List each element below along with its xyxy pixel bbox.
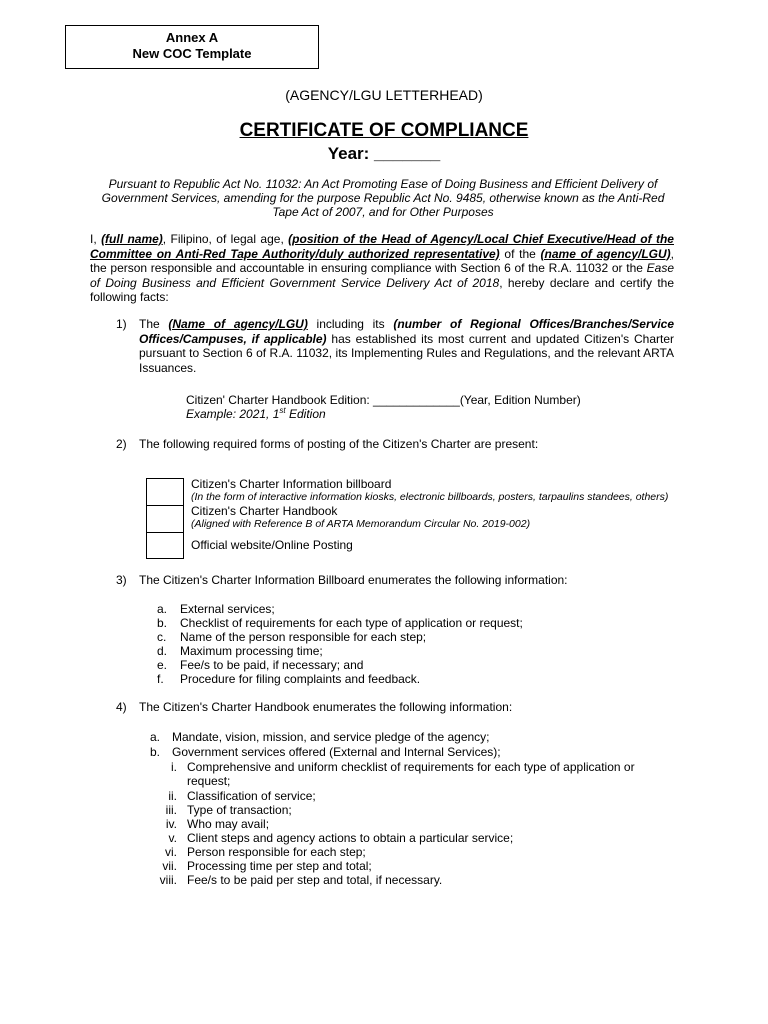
handbook-example xyxy=(186,407,326,421)
declaration-paragraph xyxy=(90,232,674,305)
declaration-text: , hereby declare and certify the following facts: xyxy=(90,275,674,304)
list-item: Name of the person responsible for each step; xyxy=(180,630,427,644)
sublist-item: Who may avail; xyxy=(187,817,270,831)
item-3-text: The Citizen's Charter Information Billboard enumerates the following information: xyxy=(139,573,568,587)
list-letter: a. xyxy=(157,602,168,616)
list-letter: e. xyxy=(157,658,168,672)
roman-numeral: i. xyxy=(171,760,177,774)
item-1-text-part: has established its most current and updated Citizen's Charter pursuant to Section 6 of R.A. 11032, its Implementing Rules and Regulations, and the relevant ARTA Issuances. xyxy=(139,331,674,375)
annex-label: Annex A xyxy=(165,30,219,45)
handbook-option-note: (Aligned with Reference B of ARTA Memorandum Circular No. 2019-002) xyxy=(191,518,531,530)
item-number: 4) xyxy=(116,700,127,714)
annex-box xyxy=(65,25,319,69)
list-item: Government services offered (External and Internal Services); xyxy=(172,745,501,759)
example-text: Edition xyxy=(285,407,326,421)
sublist-item: Client steps and agency actions to obtain a particular service; xyxy=(187,831,514,845)
item-number: 2) xyxy=(116,437,127,451)
sublist-item: Person responsible for each step; xyxy=(187,845,366,859)
page-title: CERTIFICATE OF COMPLIANCE xyxy=(239,120,529,141)
roman-numeral: iv. xyxy=(165,817,177,831)
template-label: New COC Template xyxy=(132,46,252,61)
list-letter: d. xyxy=(157,644,168,658)
list-item: Checklist of requirements for each type of application or request; xyxy=(180,616,523,630)
list-item: External services; xyxy=(180,602,275,616)
list-item: Fee/s to be paid, if necessary; and xyxy=(180,658,364,672)
list-letter: b. xyxy=(150,745,161,759)
list-letter: f. xyxy=(157,672,164,686)
item-1-text-part: including its xyxy=(307,317,394,331)
list-letter: c. xyxy=(157,630,167,644)
item-number: 3) xyxy=(116,573,127,587)
sublist-item: Classification of service; xyxy=(187,789,316,803)
agency-name-placeholder: (Name of agency/LGU) xyxy=(168,317,308,331)
website-checkbox[interactable] xyxy=(146,532,184,559)
handbook-checkbox[interactable] xyxy=(146,505,184,533)
pursuant-statement: Pursuant to Republic Act No. 11032: An Act Promoting Ease of Doing Business and Efficient Delivery of Government Services, amending for the purpose Republic Act No. 9485, otherwise known as the Anti-Red Tape Act of 2007, and for Other Purposes xyxy=(101,177,665,219)
handbook-edition-line: Citizen' Charter Handbook Edition: _____________(Year, Edition Number) xyxy=(186,393,581,407)
item-1-text xyxy=(139,317,674,375)
declaration-text: I, xyxy=(90,232,102,246)
sublist-item: Comprehensive and uniform checklist of requirements for each type of application or request; xyxy=(187,760,635,788)
year-line: Year: _______ xyxy=(327,144,441,163)
letterhead: (AGENCY/LGU LETTERHEAD) xyxy=(285,87,483,103)
item-2-text: The following required forms of posting of the Citizen's Charter are present: xyxy=(139,437,539,451)
declaration-text: , the person responsible and accountable in ensuring compliance with Section 6 of the R.A. 11032 or the xyxy=(90,246,674,275)
item-number: 1) xyxy=(116,317,127,331)
sublist-item: Fee/s to be paid per step and total, if necessary. xyxy=(187,873,443,887)
billboard-option-note: (In the form of interactive information kiosks, electronic billboards, posters, tarpaulins standees, others) xyxy=(191,491,669,503)
item-1-text-part: The xyxy=(139,317,169,331)
agency-placeholder: (name of agency/LGU) xyxy=(540,246,671,261)
full-name-placeholder: (full name) xyxy=(101,232,163,246)
roman-numeral: v. xyxy=(168,831,177,845)
list-item: Procedure for filing complaints and feedback. xyxy=(180,672,421,686)
roman-numeral: vi. xyxy=(165,845,177,859)
roman-numeral: ii. xyxy=(168,789,177,803)
handbook-option-label: Citizen's Charter Handbook xyxy=(191,504,338,518)
website-option-label: Official website/Online Posting xyxy=(191,538,353,552)
sublist-item: Processing time per step and total; xyxy=(187,859,372,873)
roman-numeral: vii. xyxy=(162,859,177,873)
list-letter: a. xyxy=(150,730,161,744)
sublist-item: Type of transaction; xyxy=(187,803,292,817)
roman-numeral: iii. xyxy=(165,803,177,817)
declaration-text: of the xyxy=(499,246,541,261)
example-superscript: st xyxy=(279,406,286,415)
position-placeholder: (position of the Head of Agency/Local Chief Executive/Head of the Committee on Anti-Red Tape Authority/duly authorized representative) xyxy=(90,232,674,261)
list-item: Mandate, vision, mission, and service pledge of the agency; xyxy=(172,730,490,744)
declaration-text: , Filipino, of legal age, xyxy=(162,232,289,246)
list-letter: b. xyxy=(157,616,168,630)
billboard-option-label: Citizen's Charter Information billboard xyxy=(191,477,392,491)
example-text: Example: 2021, 1 xyxy=(186,407,280,421)
item-4-text: The Citizen's Charter Handbook enumerates the following information: xyxy=(139,700,513,714)
list-item: Maximum processing time; xyxy=(180,644,323,658)
roman-numeral: viii. xyxy=(159,873,177,887)
offices-placeholder: (number of Regional Offices/Branches/Service Offices/Campuses, if applicable) xyxy=(139,317,674,346)
act-name: Ease of Doing Business and Efficient Government Service Delivery Act of 2018 xyxy=(90,261,674,290)
billboard-checkbox[interactable] xyxy=(146,478,184,506)
